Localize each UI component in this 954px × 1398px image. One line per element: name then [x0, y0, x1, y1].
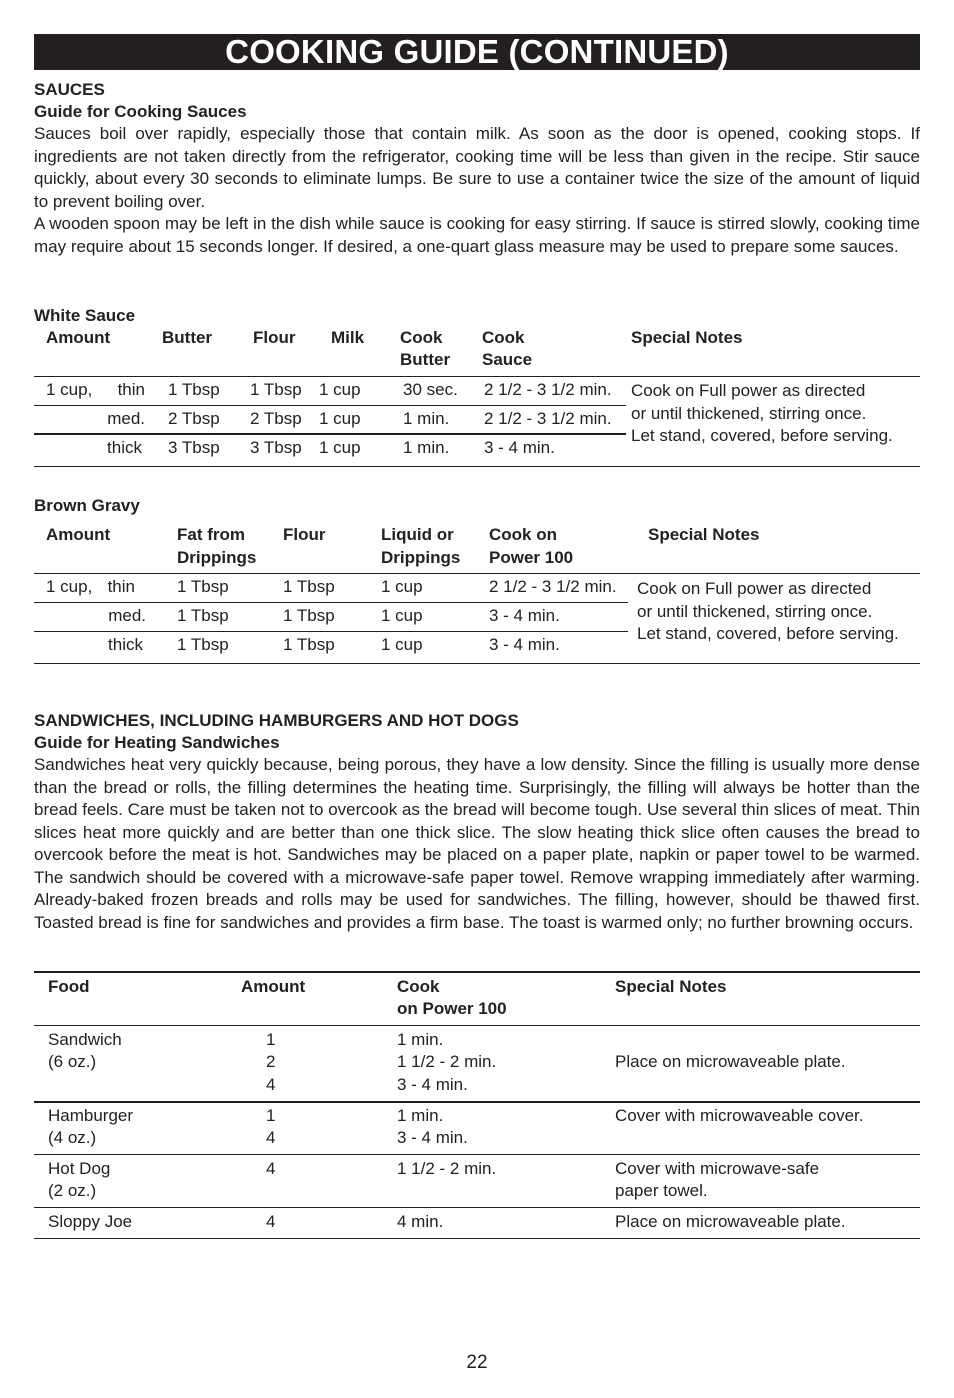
sw-header-food: Food	[48, 977, 90, 996]
ws-header-cook-butter-1: Cook	[400, 328, 443, 347]
bg-rule-2	[34, 631, 628, 632]
ws-row2-cook-butter: 1 min.	[403, 409, 450, 428]
ws-row2-type: med.	[107, 409, 145, 428]
sandwiches-section	[34, 710, 920, 934]
ws-rule-top	[34, 376, 920, 377]
bg-rule-top	[34, 573, 920, 574]
bg-row1-flour: 1 Tbsp	[283, 577, 335, 596]
sauces-section	[34, 79, 920, 258]
ws-row2-butter: 2 Tbsp	[168, 409, 220, 428]
bg-row3-liquid: 1 cup	[381, 635, 423, 654]
sauces-paragraph-1: Sauces boil over rapidly, especially those that contain milk. As soon as the door is opened, cooking stops. If ingredients are not taken directly from the refrigerator, cooking time will be less than given in the recipe. Stir sauce quickly, about every 30 seconds to eliminate lumps. Be sure to use a container twice the size of the amount of liquid to prevent boiling over.	[34, 124, 920, 211]
bg-header-notes: Special Notes	[648, 525, 760, 544]
ws-row1-butter: 1 Tbsp	[168, 380, 220, 399]
sw-row4-food-1: Sloppy Joe	[48, 1212, 133, 1231]
sw-header-cook-2: on Power 100	[397, 999, 507, 1018]
ws-rule-1	[34, 405, 626, 406]
bg-row1-type: thin	[107, 577, 135, 596]
sw-row1-cook-3: 3 - 4 min.	[397, 1075, 468, 1094]
sw-row3-cook-1: 1 1/2 - 2 min.	[397, 1159, 497, 1178]
ws-header-cook-butter-2: Butter	[400, 350, 451, 369]
bg-row2-cook: 3 - 4 min.	[489, 606, 560, 625]
ws-header-milk: Milk	[331, 328, 365, 347]
sw-row1-amount-2: 2	[266, 1052, 276, 1071]
bg-header-flour: Flour	[283, 525, 326, 544]
bg-row2-fat: 1 Tbsp	[177, 606, 229, 625]
ws-row1-cook-sauce: 2 1/2 - 3 1/2 min.	[484, 380, 612, 399]
sauces-paragraph-2: A wooden spoon may be left in the dish while sauce is cooking for easy stirring. If sauce is stirred slowly, cooking time may require about 15 seconds longer. If desired, a one-quart glass measure may be used to prepare some sauces.	[34, 214, 920, 256]
bg-row3-type: thick	[108, 635, 143, 654]
ws-row1-type: thin	[117, 380, 145, 399]
bg-note-3: Let stand, covered, before serving.	[637, 624, 899, 643]
sw-row4-notes: Place on microwaveable plate.	[615, 1212, 846, 1231]
sw-row1-amount-3: 4	[266, 1075, 276, 1094]
ws-note-1: Cook on Full power as directed	[631, 381, 866, 400]
bg-row3-flour: 1 Tbsp	[283, 635, 335, 654]
sw-row1-food-2: (6 oz.)	[48, 1052, 97, 1071]
sw-row3-notes-1: Cover with microwave-safe	[615, 1159, 820, 1178]
sw-rule-3	[34, 1207, 920, 1208]
sandwiches-heading: SANDWICHES, INCLUDING HAMBURGERS AND HOT DOGS	[34, 711, 519, 730]
bg-rule-1	[34, 602, 628, 603]
bg-row1-qty: 1 cup,	[46, 577, 93, 596]
ws-row1-qty: 1 cup,	[46, 380, 93, 399]
bg-header-fat-2: Drippings	[177, 548, 257, 567]
bg-header-liquid-2: Drippings	[381, 548, 461, 567]
sw-row1-amount-1: 1	[266, 1030, 276, 1049]
ws-header-flour: Flour	[253, 328, 296, 347]
sw-row2-amount-2: 4	[266, 1128, 276, 1147]
ws-row2-cook-sauce: 2 1/2 - 3 1/2 min.	[484, 409, 612, 428]
bg-header-liquid-1: Liquid or	[381, 525, 454, 544]
ws-note-3: Let stand, covered, before serving.	[631, 426, 893, 445]
sw-row4-amount-1: 4	[266, 1212, 276, 1231]
bg-row2-liquid: 1 cup	[381, 606, 423, 625]
ws-header-butter: Butter	[162, 328, 213, 347]
bg-row1-fat: 1 Tbsp	[177, 577, 229, 596]
ws-row3-butter: 3 Tbsp	[168, 438, 220, 457]
sw-rule-top	[34, 971, 920, 973]
sw-rule-1	[34, 1101, 920, 1103]
sw-rule-bottom	[34, 1238, 920, 1239]
sw-row1-food-1: Sandwich	[48, 1030, 122, 1049]
sw-header-amount: Amount	[241, 977, 306, 996]
ws-header-notes: Special Notes	[631, 328, 743, 347]
sandwiches-subheading: Guide for Heating Sandwiches	[34, 733, 280, 752]
bg-row2-type: med.	[108, 606, 146, 625]
bg-row3-cook: 3 - 4 min.	[489, 635, 560, 654]
ws-row3-milk: 1 cup	[319, 438, 361, 457]
ws-note-2: or until thickened, stirring once.	[631, 404, 867, 423]
ws-row3-cook-butter: 1 min.	[403, 438, 450, 457]
page-number: 22	[466, 1352, 488, 1373]
brown-gravy-title: Brown Gravy	[34, 496, 140, 515]
sw-header-cook-1: Cook	[397, 977, 440, 996]
sw-row3-amount-1: 4	[266, 1159, 276, 1178]
sw-row2-cook-1: 1 min.	[397, 1106, 444, 1125]
ws-rule-2	[34, 433, 626, 435]
page-title: COOKING GUIDE (CONTINUED)	[34, 34, 920, 70]
sauces-subheading: Guide for Cooking Sauces	[34, 102, 247, 121]
sw-row4-cook-1: 4 min.	[397, 1212, 444, 1231]
bg-header-amount: Amount	[46, 525, 111, 544]
ws-header-cook-sauce-1: Cook	[482, 328, 525, 347]
ws-row1-cook-butter: 30 sec.	[403, 380, 458, 399]
ws-rule-bottom	[34, 466, 920, 467]
sw-row2-notes: Cover with microwaveable cover.	[615, 1106, 864, 1125]
bg-note-2: or until thickened, stirring once.	[637, 602, 873, 621]
sw-row1-notes: Place on microwaveable plate.	[615, 1052, 846, 1071]
ws-row3-type: thick	[107, 438, 142, 457]
sw-row2-food-2: (4 oz.)	[48, 1128, 97, 1147]
bg-row1-liquid: 1 cup	[381, 577, 423, 596]
sw-row3-food-1: Hot Dog	[48, 1159, 111, 1178]
bg-header-cook-1: Cook on	[489, 525, 557, 544]
sandwiches-paragraph: Sandwiches heat very quickly because, being porous, they have a low density. Since the filling is usually more dense than the bread or rolls, the filling determines the heating time. Surprisingly, the filling will always be hotter than the bread feels. Care must be taken not to overcook as the bread will become tough. Use several thin slices of meat. Thin slices heat more quickly and are better than one thick slice. The slow heating thick slice often causes the bread to overcook before the meat is hot. Sandwiches may be placed on a paper plate, napkin or paper towel to be warmed. The sandwich should be covered with a microwave-safe paper towel. Remove wrapping immediately after warming. Already-baked frozen breads and rolls may be used for sandwiches. The filling, however, should be thawed first. Toasted bread is fine for sandwiches and provides a firm base. The toast is warmed only; no further browning occurs.	[34, 755, 920, 932]
sw-row3-notes-2: paper towel.	[615, 1181, 708, 1200]
ws-header-amount: Amount	[46, 328, 111, 347]
sw-rule-header	[34, 1025, 920, 1026]
sw-row2-food-1: Hamburger	[48, 1106, 134, 1125]
bg-row2-flour: 1 Tbsp	[283, 606, 335, 625]
bg-header-cook-2: Power 100	[489, 548, 574, 567]
bg-rule-bottom	[34, 663, 920, 664]
sw-row1-cook-1: 1 min.	[397, 1030, 444, 1049]
ws-row1-flour: 1 Tbsp	[250, 380, 302, 399]
white-sauce-title: White Sauce	[34, 306, 136, 325]
sw-rule-2	[34, 1154, 920, 1155]
sauces-heading: SAUCES	[34, 80, 105, 99]
bg-row1-cook: 2 1/2 - 3 1/2 min.	[489, 577, 617, 596]
sw-row1-cook-2: 1 1/2 - 2 min.	[397, 1052, 497, 1071]
ws-row1-milk: 1 cup	[319, 380, 361, 399]
sw-header-notes: Special Notes	[615, 977, 727, 996]
sw-row2-cook-2: 3 - 4 min.	[397, 1128, 468, 1147]
ws-row2-milk: 1 cup	[319, 409, 361, 428]
ws-header-cook-sauce-2: Sauce	[482, 350, 533, 369]
ws-row3-cook-sauce: 3 - 4 min.	[484, 438, 555, 457]
sw-row3-food-2: (2 oz.)	[48, 1181, 97, 1200]
sw-row2-amount-1: 1	[266, 1106, 276, 1125]
ws-row3-flour: 3 Tbsp	[250, 438, 302, 457]
bg-row3-fat: 1 Tbsp	[177, 635, 229, 654]
bg-note-1: Cook on Full power as directed	[637, 579, 872, 598]
bg-header-fat-1: Fat from	[177, 525, 245, 544]
ws-row2-flour: 2 Tbsp	[250, 409, 302, 428]
